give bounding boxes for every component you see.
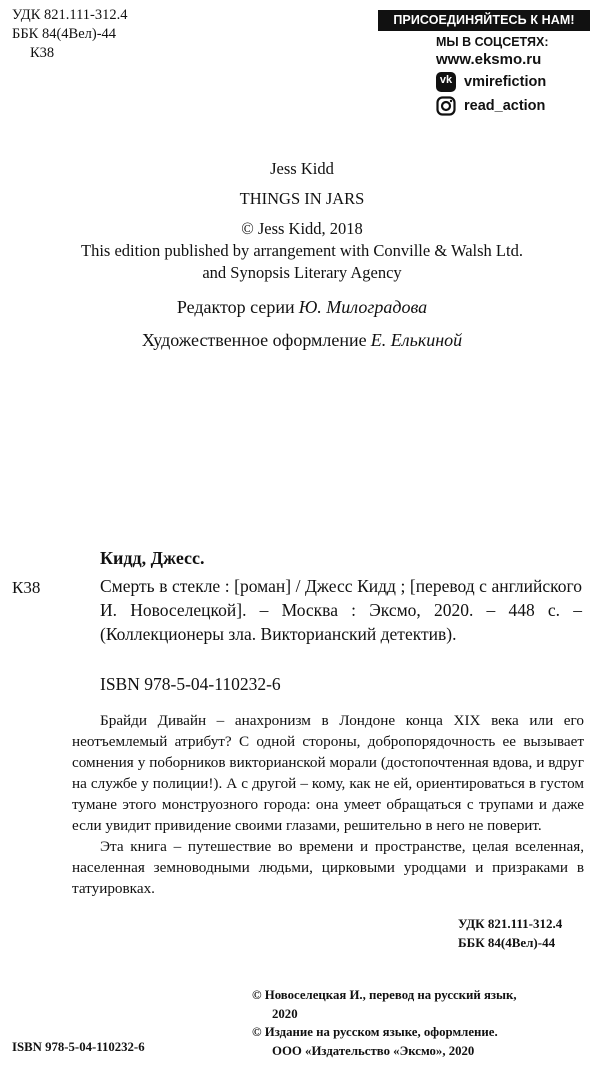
annotation	[72, 710, 584, 899]
edition-copyright: © Издание на русском языке, оформление.	[252, 1025, 498, 1039]
bottom-classification-codes	[458, 914, 562, 952]
vk-row[interactable]	[436, 72, 590, 92]
original-rights-line-1: This edition published by arrangement with Conville & Walsh Ltd.	[81, 241, 523, 260]
instagram-handle[interactable]: read_action	[464, 98, 546, 114]
original-title: THINGS IN JARS	[239, 189, 365, 208]
bibliographic-author: Кидд, Джесс.	[100, 548, 205, 568]
copyright-notice	[252, 986, 592, 1060]
series-editor-name: Ю. Милоградова	[298, 297, 428, 317]
top-classification-codes	[12, 6, 128, 63]
original-rights-line-2: and Synopsis Literary Agency	[202, 263, 402, 282]
vk-icon: vk	[436, 72, 456, 92]
annotation-paragraph-2: Эта книга – путешествие во времени и пространстве, целая вселенная, населенная земноводными людьми, цирковыми уродцами и призраками в татуировках.	[72, 838, 584, 897]
original-author: Jess Kidd	[270, 159, 334, 178]
original-copyright: © Jess Kidd, 2018	[241, 219, 363, 238]
translation-copyright-year: 2020	[272, 1006, 298, 1021]
bibliographic-isbn: ISBN 978-5-04-110232-6	[100, 674, 281, 694]
author-mark: К38	[30, 45, 55, 61]
art-design-role: Художественное оформление	[141, 330, 367, 350]
edition-credits	[0, 296, 604, 352]
art-design-name: Е. Елькиной	[370, 330, 463, 350]
website-link[interactable]: www.eksmo.ru	[436, 51, 542, 68]
social-block	[378, 10, 590, 116]
annotation-paragraph-1: Брайди Дивайн – анахронизм в Лондоне конца XIX века или его неотъемлемый атрибут? С одной стороны, добропорядочность ее вызывает сомнения у поборников викторианской морали (достопочтенная вдова, и вдруг на службе у полиции!). А с другой – кому, как не ей, ориентироваться в густом тумане этого монструозного города: она умеет обращаться с трупами и даже если увидит привидение своими глазами, решительно в него не поверит.	[72, 712, 584, 834]
series-editor	[0, 296, 604, 319]
udk-code-bottom: УДК 821.111-312.4	[458, 916, 563, 931]
bibliographic-mark: К38	[12, 578, 41, 597]
join-banner: ПРИСОЕДИНЯЙТЕСЬ К НАМ!	[378, 10, 590, 31]
bbk-code-bottom: ББК 84(4Вел)-44	[458, 935, 556, 950]
art-design	[0, 329, 604, 352]
bbk-code: ББК 84(4Вел)-44	[12, 26, 117, 42]
series-editor-role: Редактор серии	[176, 297, 295, 317]
bibliographic-description: Смерть в стекле : [роман] / Джесс Кидд ; [перевод с английского И. Новоселецкой]. – Москва : Эксмо, 2020. – 448 с. – (Коллекционеры зла. Викторианский детектив).	[100, 576, 582, 644]
vk-handle[interactable]: vmirefiction	[464, 74, 547, 90]
publisher-copyright: ООО «Издательство «Эксмо», 2020	[272, 1043, 475, 1058]
instagram-row[interactable]	[436, 96, 590, 116]
isbn-bottom: ISBN 978-5-04-110232-6	[12, 1040, 145, 1054]
translation-copyright: © Новоселецкая И., перевод на русский язык,	[252, 988, 517, 1002]
original-edition-info	[0, 158, 604, 284]
udk-code: УДК 821.111-312.4	[12, 7, 128, 23]
instagram-icon	[436, 96, 456, 116]
social-heading: МЫ В СОЦСЕТЯХ:	[436, 35, 549, 49]
